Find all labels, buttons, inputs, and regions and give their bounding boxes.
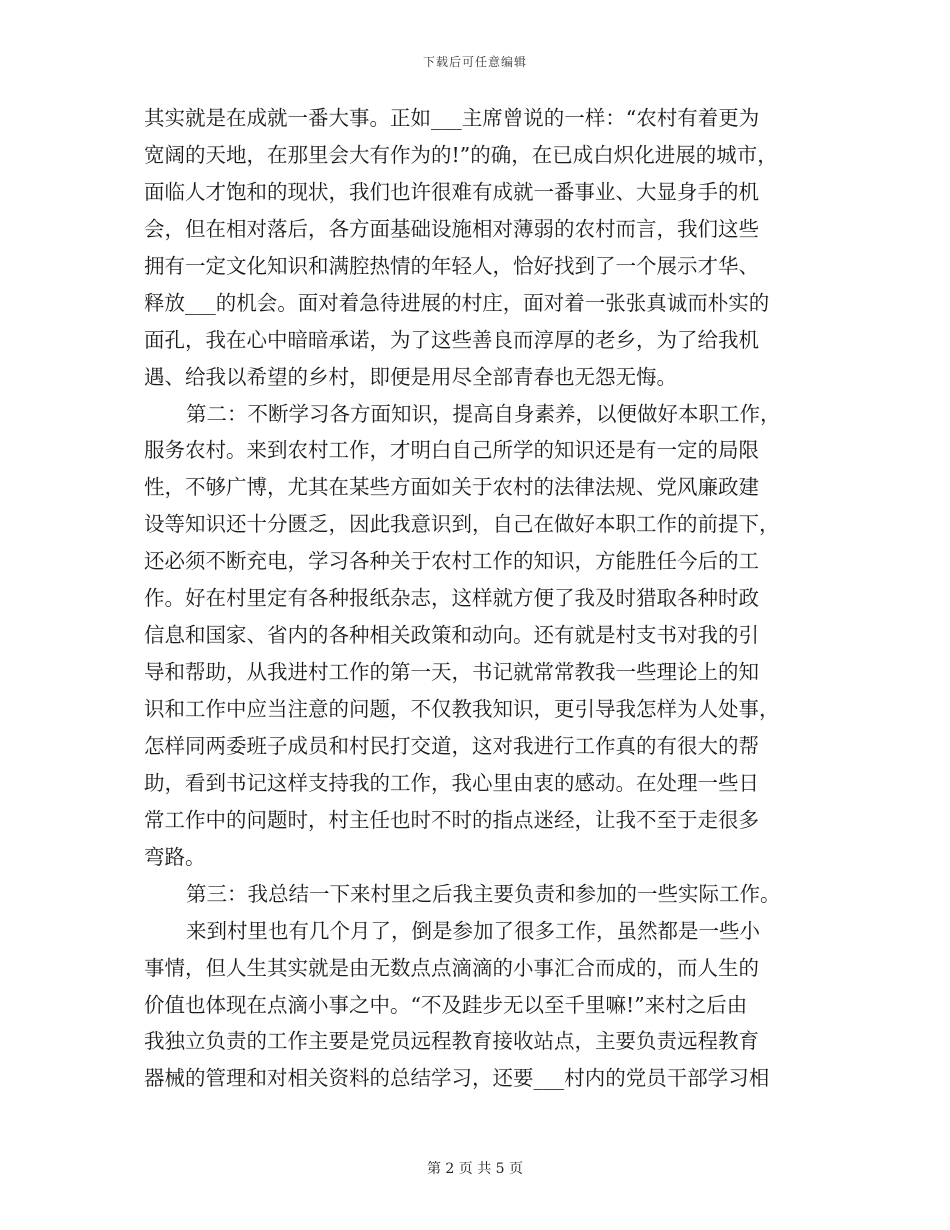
text-line: 助，看到书记这样支持我的工作，我心里由衷的感动。在处理一些日 bbox=[144, 770, 759, 795]
text-line: 设等知识还十分匮乏，因此我意识到，自己在做好本职工作的前提下， bbox=[144, 512, 780, 537]
text-line: 会，但在相对落后，各方面基础设施相对薄弱的农村而言，我们这些 bbox=[144, 216, 759, 241]
text-line: 宽阔的天地，在那里会大有作为的!”的确，在已成白炽化进展的城市， bbox=[144, 142, 778, 167]
text-line: 器械的管理和对相关资料的总结学习，还要___村内的党员干部学习相 bbox=[144, 1066, 770, 1091]
page-number-footer: 第 2 页 共 5 页 bbox=[426, 1161, 524, 1177]
text-line: 识和工作中应当注意的问题，不仅教我知识，更引导我怎样为人处事， bbox=[144, 697, 780, 721]
text-line: 我独立负责的工作主要是党员远程教育接收站点，主要负责远程教育 bbox=[144, 1029, 759, 1054]
text-line: 服务农村。来到农村工作，才明白自己所学的知识还是有一定的局限 bbox=[144, 438, 759, 463]
text-line: 价值也体现在点滴小事之中。“不及跬步无以至千里嘛!”来村之后由 bbox=[144, 992, 748, 1017]
text-line: 面临人才饱和的现状，我们也许很难有成就一番事业、大显身手的机 bbox=[144, 179, 759, 204]
text-line: 遇、给我以希望的乡村，即便是用尽全部青春也无怨无悔。 bbox=[144, 364, 677, 389]
text-line: 还必须不断充电，学习各种关于农村工作的知识，方能胜任今后的工 bbox=[144, 549, 759, 574]
text-line: 第二：不断学习各方面知识，提高自身素养，以便做好本职工作， bbox=[186, 401, 781, 426]
text-line: 弯路。 bbox=[144, 844, 206, 869]
text-line: 信息和国家、省内的各种相关政策和动向。还有就是村支书对我的引 bbox=[144, 623, 759, 648]
text-line: 来到村里也有几个月了，倒是参加了很多工作，虽然都是一些小 bbox=[186, 918, 760, 943]
text-line: 释放___的机会。面对着急待进展的村庄，面对着一张张真诚而朴实的 bbox=[144, 290, 770, 315]
text-line: 导和帮助，从我进村工作的第一天，书记就常常教我一些理论上的知 bbox=[144, 660, 759, 685]
text-line: 常工作中的问题时，村主任也时不时的指点迷经，让我不至于走很多 bbox=[144, 807, 759, 832]
text-line: 面孔，我在心中暗暗承诺，为了这些善良而淳厚的老乡，为了给我机 bbox=[144, 327, 759, 352]
text-line: 作。好在村里定有各种报纸杂志，这样就方便了我及时猎取各种时政 bbox=[144, 586, 759, 611]
document-body bbox=[144, 100, 816, 1097]
text-line: 怎样同两委班子成员和村民打交道，这对我进行工作真的有很大的帮 bbox=[144, 733, 759, 758]
text-line: 其实就是在成就一番大事。正如___主席曾说的一样：“农村有着更为 bbox=[144, 106, 760, 130]
text-line: 第三：我总结一下来村里之后我主要负责和参加的一些实际工作。 bbox=[186, 881, 781, 906]
page-header-note: 下载后可任意编辑 bbox=[422, 55, 527, 69]
text-line: 性，不够广博，尤其在某些方面如关于农村的法律法规、党风廉政建 bbox=[144, 475, 759, 500]
text-line: 事情，但人生其实就是由无数点点滴滴的小事汇合而成的，而人生的 bbox=[144, 955, 759, 980]
text-line: 拥有一定文化知识和满腔热情的年轻人，恰好找到了一个展示才华、 bbox=[144, 253, 759, 278]
